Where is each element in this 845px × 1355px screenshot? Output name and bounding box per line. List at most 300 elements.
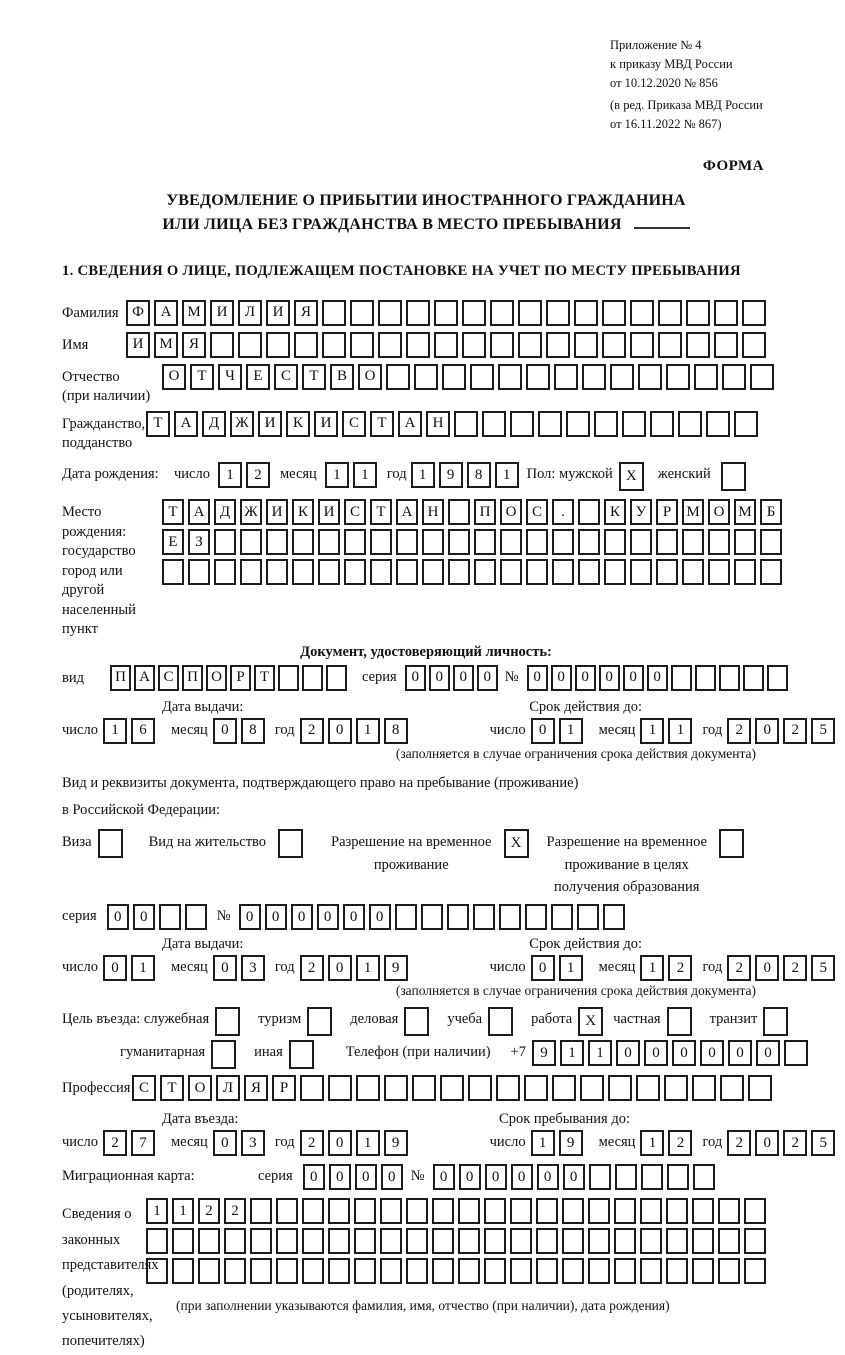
form-cell[interactable]: И [266, 300, 290, 326]
form-cell[interactable]: 1 [588, 1040, 612, 1066]
form-cell[interactable]: 1 [356, 718, 380, 744]
form-cell[interactable]: 8 [467, 462, 491, 488]
form-cell[interactable] [602, 300, 626, 326]
form-cell[interactable] [760, 559, 782, 585]
form-cell[interactable] [406, 332, 430, 358]
form-cell[interactable]: С [132, 1075, 156, 1101]
form-cell[interactable]: А [188, 499, 210, 525]
form-cell[interactable] [714, 300, 738, 326]
form-cell[interactable] [510, 1258, 532, 1284]
form-cell[interactable] [224, 1228, 246, 1254]
form-cell[interactable] [667, 1007, 692, 1036]
form-cell[interactable]: 0 [433, 1164, 455, 1190]
purpose-other-checkbox[interactable] [289, 1040, 318, 1069]
form-cell[interactable] [577, 904, 599, 930]
form-cell[interactable]: Л [216, 1075, 240, 1101]
form-cell[interactable] [562, 1228, 584, 1254]
form-cell[interactable] [354, 1258, 376, 1284]
visa-checkbox[interactable] [98, 829, 127, 858]
form-cell[interactable]: Д [202, 411, 226, 437]
form-cell[interactable] [215, 1007, 240, 1036]
form-cell[interactable] [536, 1228, 558, 1254]
form-cell[interactable] [442, 364, 466, 390]
form-cell[interactable]: 1 [172, 1198, 194, 1224]
form-cell[interactable] [322, 332, 346, 358]
form-cell[interactable]: А [174, 411, 198, 437]
form-cell[interactable]: Ж [230, 411, 254, 437]
form-cell[interactable] [380, 1228, 402, 1254]
form-cell[interactable] [307, 1007, 332, 1036]
form-cell[interactable] [678, 411, 702, 437]
form-cell[interactable]: С [342, 411, 366, 437]
form-cell[interactable] [292, 559, 314, 585]
form-cell[interactable] [432, 1198, 454, 1224]
form-cell[interactable] [748, 1075, 772, 1101]
form-cell[interactable] [578, 559, 600, 585]
form-cell[interactable] [682, 529, 704, 555]
form-cell[interactable] [552, 529, 574, 555]
form-cell[interactable]: 2 [668, 955, 692, 981]
form-cell[interactable] [763, 1007, 788, 1036]
form-cell[interactable] [744, 1228, 766, 1254]
form-cell[interactable]: Я [182, 332, 206, 358]
form-cell[interactable]: 1 [640, 1130, 664, 1156]
form-cell[interactable] [146, 1258, 168, 1284]
form-cell[interactable] [692, 1198, 714, 1224]
form-cell[interactable]: М [154, 332, 178, 358]
form-cell[interactable] [719, 665, 740, 691]
form-cell[interactable] [300, 1075, 324, 1101]
form-cell[interactable]: 2 [727, 1130, 751, 1156]
form-cell[interactable]: 0 [755, 955, 779, 981]
form-cell[interactable]: 2 [300, 1130, 324, 1156]
form-cell[interactable] [666, 1258, 688, 1284]
form-cell[interactable] [414, 364, 438, 390]
form-cell[interactable]: 5 [811, 1130, 835, 1156]
form-cell[interactable] [566, 411, 590, 437]
form-cell[interactable]: 0 [329, 1164, 351, 1190]
purpose-business-checkbox[interactable] [404, 1007, 433, 1036]
form-cell[interactable]: 1 [640, 955, 664, 981]
form-cell[interactable] [588, 1258, 610, 1284]
residence-permit-checkbox[interactable] [278, 829, 307, 858]
form-cell[interactable] [406, 1258, 428, 1284]
form-cell[interactable]: 9 [439, 462, 463, 488]
form-cell[interactable] [510, 1228, 532, 1254]
form-cell[interactable]: Н [422, 499, 444, 525]
purpose-humanitarian-checkbox[interactable] [211, 1040, 240, 1069]
form-cell[interactable] [214, 529, 236, 555]
form-cell[interactable] [694, 364, 718, 390]
form-cell[interactable]: 0 [755, 718, 779, 744]
form-cell[interactable]: 8 [384, 718, 408, 744]
form-cell[interactable] [328, 1228, 350, 1254]
form-cell[interactable] [536, 1198, 558, 1224]
form-cell[interactable]: 5 [811, 718, 835, 744]
form-cell[interactable] [344, 559, 366, 585]
form-cell[interactable] [354, 1228, 376, 1254]
sex-female-checkbox[interactable] [721, 462, 750, 491]
form-cell[interactable] [370, 529, 392, 555]
form-cell[interactable]: К [292, 499, 314, 525]
form-cell[interactable] [658, 332, 682, 358]
form-cell[interactable]: 2 [727, 955, 751, 981]
form-cell[interactable] [718, 1258, 740, 1284]
form-cell[interactable] [448, 559, 470, 585]
form-cell[interactable] [328, 1258, 350, 1284]
form-cell[interactable] [743, 665, 764, 691]
form-cell[interactable] [744, 1258, 766, 1284]
form-cell[interactable]: Т [370, 499, 392, 525]
form-cell[interactable]: 1 [668, 718, 692, 744]
form-cell[interactable] [462, 300, 486, 326]
form-cell[interactable] [630, 529, 652, 555]
form-cell[interactable] [318, 529, 340, 555]
form-cell[interactable]: Ж [240, 499, 262, 525]
form-cell[interactable] [744, 1198, 766, 1224]
form-cell[interactable]: М [182, 300, 206, 326]
form-cell[interactable] [462, 332, 486, 358]
form-cell[interactable] [482, 411, 506, 437]
form-cell[interactable]: И [266, 499, 288, 525]
form-cell[interactable] [404, 1007, 429, 1036]
form-cell[interactable]: 0 [623, 665, 644, 691]
form-cell[interactable] [172, 1228, 194, 1254]
form-cell[interactable]: 0 [343, 904, 365, 930]
form-cell[interactable] [448, 499, 470, 525]
purpose-study-checkbox[interactable] [488, 1007, 517, 1036]
form-cell[interactable] [468, 1075, 492, 1101]
form-cell[interactable]: 3 [241, 955, 265, 981]
form-cell[interactable] [384, 1075, 408, 1101]
purpose-private-checkbox[interactable] [667, 1007, 696, 1036]
form-cell[interactable] [250, 1258, 272, 1284]
form-cell[interactable] [328, 1198, 350, 1224]
form-cell[interactable] [159, 904, 181, 930]
form-cell[interactable]: 9 [384, 1130, 408, 1156]
form-cell[interactable] [552, 1075, 576, 1101]
form-cell[interactable]: 2 [224, 1198, 246, 1224]
form-cell[interactable] [714, 332, 738, 358]
form-cell[interactable]: 0 [728, 1040, 752, 1066]
form-cell[interactable] [526, 364, 550, 390]
form-cell[interactable]: 0 [551, 665, 572, 691]
form-cell[interactable]: Т [302, 364, 326, 390]
form-cell[interactable] [638, 364, 662, 390]
form-cell[interactable] [546, 300, 570, 326]
form-cell[interactable]: 1 [411, 462, 435, 488]
form-cell[interactable] [546, 332, 570, 358]
form-cell[interactable] [350, 332, 374, 358]
form-cell[interactable]: 1 [560, 1040, 584, 1066]
form-cell[interactable] [614, 1198, 636, 1224]
form-cell[interactable] [326, 665, 347, 691]
form-cell[interactable] [499, 904, 521, 930]
form-cell[interactable] [458, 1258, 480, 1284]
form-cell[interactable]: . [552, 499, 574, 525]
form-cell[interactable] [760, 529, 782, 555]
form-cell[interactable]: 1 [103, 718, 127, 744]
form-cell[interactable] [406, 1228, 428, 1254]
form-cell[interactable]: 0 [644, 1040, 668, 1066]
form-cell[interactable]: К [286, 411, 310, 437]
form-cell[interactable] [378, 300, 402, 326]
form-cell[interactable]: М [682, 499, 704, 525]
form-cell[interactable]: К [604, 499, 626, 525]
form-cell[interactable] [396, 559, 418, 585]
form-cell[interactable]: 0 [477, 665, 498, 691]
form-cell[interactable] [640, 1228, 662, 1254]
form-cell[interactable]: 9 [532, 1040, 556, 1066]
form-cell[interactable] [582, 364, 606, 390]
form-cell[interactable]: Т [162, 499, 184, 525]
form-cell[interactable]: Т [146, 411, 170, 437]
form-cell[interactable]: А [398, 411, 422, 437]
form-cell[interactable]: 0 [429, 665, 450, 691]
form-cell[interactable] [666, 1198, 688, 1224]
form-cell[interactable]: 2 [727, 718, 751, 744]
form-cell[interactable]: П [182, 665, 203, 691]
form-cell[interactable]: 8 [241, 718, 265, 744]
form-cell[interactable] [614, 1228, 636, 1254]
form-cell[interactable]: 6 [131, 718, 155, 744]
form-cell[interactable] [666, 364, 690, 390]
form-cell[interactable]: X [619, 462, 644, 491]
form-cell[interactable]: 3 [241, 1130, 265, 1156]
form-cell[interactable]: И [318, 499, 340, 525]
form-cell[interactable]: П [110, 665, 131, 691]
form-cell[interactable] [604, 559, 626, 585]
form-cell[interactable] [378, 332, 402, 358]
form-cell[interactable] [454, 411, 478, 437]
form-cell[interactable] [344, 529, 366, 555]
form-cell[interactable] [602, 332, 626, 358]
purpose-tourism-checkbox[interactable] [307, 1007, 336, 1036]
form-cell[interactable]: 0 [563, 1164, 585, 1190]
form-cell[interactable] [588, 1198, 610, 1224]
form-cell[interactable] [552, 559, 574, 585]
form-cell[interactable] [276, 1198, 298, 1224]
form-cell[interactable]: 0 [291, 904, 313, 930]
purpose-transit-checkbox[interactable] [763, 1007, 792, 1036]
form-cell[interactable]: 1 [356, 955, 380, 981]
form-cell[interactable]: Т [190, 364, 214, 390]
form-cell[interactable] [692, 1258, 714, 1284]
form-cell[interactable] [578, 529, 600, 555]
form-cell[interactable]: 1 [495, 462, 519, 488]
form-cell[interactable]: 2 [246, 462, 270, 488]
form-cell[interactable] [742, 332, 766, 358]
form-cell[interactable] [650, 411, 674, 437]
form-cell[interactable]: 9 [384, 955, 408, 981]
form-cell[interactable]: И [314, 411, 338, 437]
form-cell[interactable] [603, 904, 625, 930]
form-cell[interactable] [604, 529, 626, 555]
form-cell[interactable] [525, 904, 547, 930]
form-cell[interactable] [386, 364, 410, 390]
form-cell[interactable] [656, 529, 678, 555]
form-cell[interactable] [250, 1228, 272, 1254]
form-cell[interactable] [474, 529, 496, 555]
form-cell[interactable] [458, 1228, 480, 1254]
form-cell[interactable]: 1 [146, 1198, 168, 1224]
form-cell[interactable] [266, 529, 288, 555]
form-cell[interactable]: М [734, 499, 756, 525]
form-cell[interactable]: 2 [668, 1130, 692, 1156]
form-cell[interactable] [434, 332, 458, 358]
form-cell[interactable] [276, 1258, 298, 1284]
form-cell[interactable]: 0 [239, 904, 261, 930]
form-cell[interactable] [302, 665, 323, 691]
form-cell[interactable]: 0 [328, 955, 352, 981]
form-cell[interactable]: Р [272, 1075, 296, 1101]
form-cell[interactable] [278, 665, 299, 691]
form-cell[interactable] [692, 1075, 716, 1101]
form-cell[interactable] [594, 411, 618, 437]
form-cell[interactable]: Р [230, 665, 251, 691]
form-cell[interactable] [498, 364, 522, 390]
sex-male-checkbox[interactable] [619, 462, 648, 491]
form-cell[interactable] [734, 529, 756, 555]
form-cell[interactable] [554, 364, 578, 390]
form-cell[interactable] [630, 300, 654, 326]
form-cell[interactable] [708, 559, 730, 585]
form-cell[interactable]: И [126, 332, 150, 358]
form-cell[interactable]: 0 [317, 904, 339, 930]
form-cell[interactable]: Я [244, 1075, 268, 1101]
temp-residence-education-checkbox[interactable] [719, 829, 748, 858]
form-cell[interactable] [784, 1040, 808, 1066]
form-cell[interactable] [395, 904, 417, 930]
form-cell[interactable]: О [162, 364, 186, 390]
form-cell[interactable]: А [396, 499, 418, 525]
form-cell[interactable] [302, 1198, 324, 1224]
form-cell[interactable] [406, 1198, 428, 1224]
form-cell[interactable]: 0 [453, 665, 474, 691]
form-cell[interactable]: 1 [531, 1130, 555, 1156]
form-cell[interactable] [211, 1040, 236, 1069]
form-cell[interactable] [695, 665, 716, 691]
form-cell[interactable]: X [504, 829, 529, 858]
form-cell[interactable] [734, 559, 756, 585]
form-cell[interactable] [667, 1164, 689, 1190]
form-cell[interactable] [162, 559, 184, 585]
form-cell[interactable] [686, 332, 710, 358]
form-cell[interactable] [318, 559, 340, 585]
form-cell[interactable]: 1 [131, 955, 155, 981]
form-cell[interactable] [500, 559, 522, 585]
form-cell[interactable]: 2 [783, 955, 807, 981]
form-cell[interactable] [574, 300, 598, 326]
form-cell[interactable]: Я [294, 300, 318, 326]
form-cell[interactable] [518, 300, 542, 326]
purpose-official-checkbox[interactable] [215, 1007, 244, 1036]
purpose-work-checkbox[interactable] [578, 1007, 607, 1036]
form-cell[interactable]: 0 [672, 1040, 696, 1066]
form-cell[interactable] [292, 529, 314, 555]
form-cell[interactable]: 0 [369, 904, 391, 930]
form-cell[interactable]: 0 [107, 904, 129, 930]
form-cell[interactable] [500, 529, 522, 555]
form-cell[interactable] [722, 364, 746, 390]
form-cell[interactable] [406, 300, 430, 326]
form-cell[interactable] [664, 1075, 688, 1101]
form-cell[interactable] [484, 1198, 506, 1224]
form-cell[interactable]: 0 [647, 665, 668, 691]
form-cell[interactable]: А [134, 665, 155, 691]
form-cell[interactable] [636, 1075, 660, 1101]
form-cell[interactable]: 0 [328, 1130, 352, 1156]
form-cell[interactable]: В [330, 364, 354, 390]
form-cell[interactable] [198, 1258, 220, 1284]
form-cell[interactable] [615, 1164, 637, 1190]
form-cell[interactable]: Е [246, 364, 270, 390]
form-cell[interactable] [682, 559, 704, 585]
form-cell[interactable] [278, 829, 303, 858]
form-cell[interactable] [214, 559, 236, 585]
form-cell[interactable] [432, 1228, 454, 1254]
form-cell[interactable]: 1 [325, 462, 349, 488]
form-cell[interactable]: 0 [328, 718, 352, 744]
form-cell[interactable] [250, 1198, 272, 1224]
form-cell[interactable] [734, 411, 758, 437]
form-cell[interactable] [718, 1228, 740, 1254]
form-cell[interactable] [640, 1198, 662, 1224]
form-cell[interactable]: А [154, 300, 178, 326]
form-cell[interactable] [551, 904, 573, 930]
form-cell[interactable]: 0 [527, 665, 548, 691]
form-cell[interactable] [538, 411, 562, 437]
form-cell[interactable]: 0 [213, 718, 237, 744]
phone-cells[interactable] [532, 1040, 812, 1066]
form-cell[interactable]: 1 [353, 462, 377, 488]
form-cell[interactable] [574, 332, 598, 358]
form-cell[interactable]: 0 [213, 1130, 237, 1156]
form-cell[interactable]: 2 [300, 718, 324, 744]
form-cell[interactable] [289, 1040, 314, 1069]
form-cell[interactable] [172, 1258, 194, 1284]
form-cell[interactable] [356, 1075, 380, 1101]
form-cell[interactable] [671, 665, 692, 691]
form-cell[interactable] [421, 904, 443, 930]
form-cell[interactable]: 0 [355, 1164, 377, 1190]
form-cell[interactable] [98, 829, 123, 858]
form-cell[interactable]: 0 [616, 1040, 640, 1066]
form-cell[interactable]: 0 [303, 1164, 325, 1190]
form-cell[interactable]: П [474, 499, 496, 525]
form-cell[interactable]: 0 [381, 1164, 403, 1190]
form-cell[interactable] [302, 1258, 324, 1284]
form-cell[interactable]: Т [370, 411, 394, 437]
form-cell[interactable] [706, 411, 730, 437]
form-cell[interactable] [524, 1075, 548, 1101]
form-cell[interactable] [412, 1075, 436, 1101]
form-cell[interactable] [666, 1228, 688, 1254]
form-cell[interactable] [266, 332, 290, 358]
form-cell[interactable] [440, 1075, 464, 1101]
form-cell[interactable]: Р [656, 499, 678, 525]
form-cell[interactable] [198, 1228, 220, 1254]
form-cell[interactable]: 0 [103, 955, 127, 981]
form-cell[interactable] [562, 1258, 584, 1284]
form-cell[interactable] [396, 529, 418, 555]
form-cell[interactable] [640, 1258, 662, 1284]
form-cell[interactable] [630, 559, 652, 585]
form-cell[interactable]: 1 [218, 462, 242, 488]
form-cell[interactable] [302, 1228, 324, 1254]
form-cell[interactable]: 2 [783, 1130, 807, 1156]
form-cell[interactable] [518, 332, 542, 358]
